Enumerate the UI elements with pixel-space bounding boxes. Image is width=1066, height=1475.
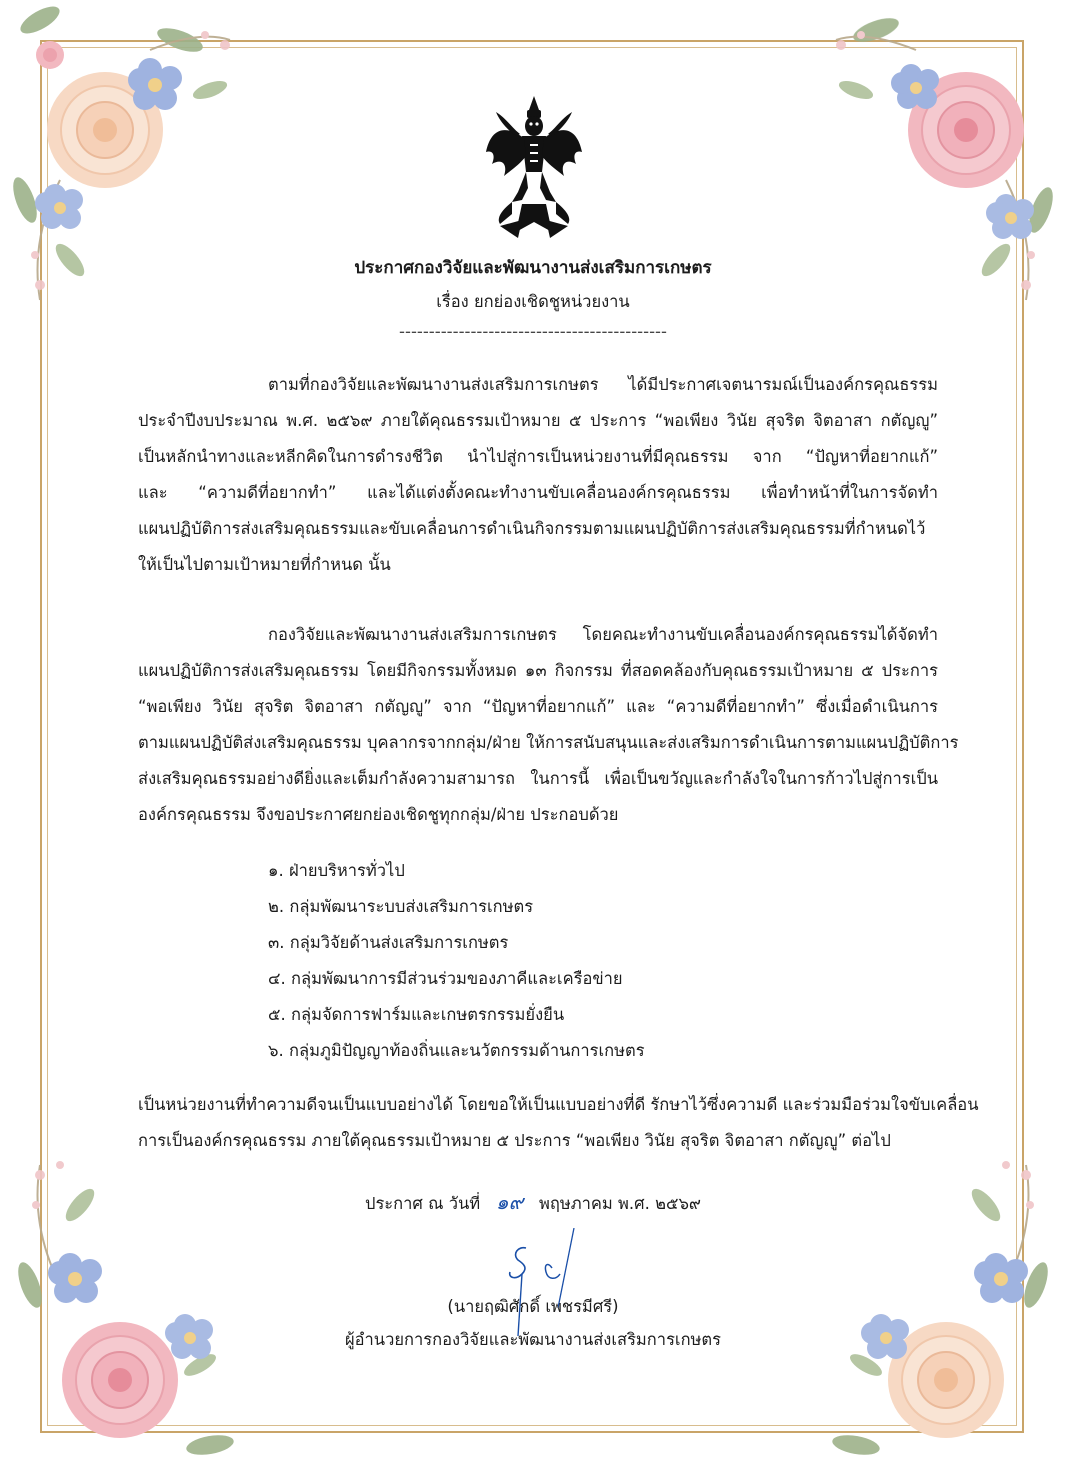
garuda-emblem-icon (482, 92, 586, 242)
list-item: ๒. กลุ่มพัฒนาระบบส่งเสริมการเกษตร (268, 897, 534, 916)
signer-position: ผู้อำนวยการกองวิจัยและพัฒนางานส่งเสริมการเกษตร (344, 1330, 722, 1349)
paragraph-line: การเป็นองค์กรคุณธรรม ภายใต้คุณธรรมเป้าหมาย ๕ ประการ “พอเพียง วินัย สุจริต จิตอาสา กตัญญู” ต่อไป (138, 1131, 891, 1150)
paragraph-line: เป็นหลักนำทางและหลีกคิดในการดำรงชีวิต นำไปสู่การเป็นหน่วยงานที่มีคุณธรรม จาก “ปัญหาที่อยากแก้” (138, 447, 938, 466)
list-item: ๕. กลุ่มจัดการฟาร์มและเกษตรกรรมยั่งยืน (268, 1005, 565, 1024)
announcement-subject: เรื่อง ยกย่องเชิดชูหน่วยงาน (436, 292, 630, 311)
list-item: ๓. กลุ่มวิจัยด้านส่งเสริมการเกษตร (268, 933, 509, 952)
paragraph-line: แผนปฏิบัติการส่งเสริมคุณธรรมและขับเคลื่อนการดำเนินกิจกรรมตามแผนปฏิบัติการส่งเสริมคุณธรรมที่กำหนดไว้ (138, 519, 926, 538)
floral-corner-icon (816, 0, 1066, 330)
date-suffix: พฤษภาคม พ.ศ. ๒๕๖๙ (538, 1194, 702, 1213)
paragraph-line: องค์กรคุณธรรม จึงขอประกาศยกย่องเชิดชูทุกกลุ่ม/ฝ่าย ประกอบด้วย (138, 805, 619, 824)
handwritten-signature (478, 1228, 598, 1338)
paragraph-line: และ “ความดีที่อยากทำ” และได้แต่งตั้งคณะทำงานขับเคลื่อนองค์กรคุณธรรม เพื่อทำหน้าที่ในการจัดทำ (138, 483, 938, 502)
header-divider: --------------------------------------------- (399, 322, 667, 341)
paragraph-line: ตามแผนปฏิบัติส่งเสริมคุณธรรม บุคลากรจากกลุ่ม/ฝ่าย ให้การสนับสนุนและส่งเสริมการดำเนินการตามแผนปฏิบัติการ (138, 733, 959, 752)
list-item: ๖. กลุ่มภูมิปัญญาท้องถิ่นและนวัตกรรมด้านการเกษตร (268, 1041, 645, 1060)
paragraph-line: “พอเพียง วินัย สุจริต จิตอาสา กตัญญู” จาก “ปัญหาที่อยากแก้” และ “ความดีที่อยากทำ” ซึ่งเมื่อดำเนินการ (138, 697, 938, 716)
paragraph-line: ส่งเสริมคุณธรรมอย่างดียิ่งและเต็มกำลังความสามารถ ในการนี้ เพื่อเป็นขวัญและกำลังใจในการก้าวไปสู่การเป็น (138, 769, 938, 788)
paragraph-line: เป็นหน่วยงานที่ทำความดีจนเป็นแบบอย่างได้ โดยขอให้เป็นแบบอย่างที่ดี รักษาไว้ซึ่งความดี และร่วมมือร่วมใจขับเคลื่อน (138, 1095, 979, 1114)
paragraph-line: ประจำปีงบประมาณ พ.ศ. ๒๕๖๙ ภายใต้คุณธรรมเป้าหมาย ๕ ประการ “พอเพียง วินัย สุจริต จิตอาสา กตัญญู” (138, 411, 938, 430)
date-prefix: ประกาศ ณ วันที่ (364, 1194, 481, 1213)
floral-corner-icon (0, 0, 250, 330)
paragraph-line: ให้เป็นไปตามเป้าหมายที่กำหนด นั้น (138, 555, 391, 574)
announcement-date (0, 1192, 1066, 1214)
list-item: ๔. กลุ่มพัฒนาการมีส่วนร่วมของภาคีและเครือข่าย (268, 969, 623, 988)
date-day: ๑๙ (495, 1190, 524, 1214)
paragraph-line: กองวิจัยและพัฒนางานส่งเสริมการเกษตร โดยคณะทำงานขับเคลื่อนองค์กรคุณธรรมได้จัดทำ (268, 625, 938, 644)
announcement-title: ประกาศกองวิจัยและพัฒนางานส่งเสริมการเกษตร (354, 258, 712, 278)
signer-name: (นายฤฒิศักดิ์ เพชรมีศรี) (447, 1297, 619, 1316)
paragraph-line: ตามที่กองวิจัยและพัฒนางานส่งเสริมการเกษตร ได้มีประกาศเจตนารมณ์เป็นองค์กรคุณธรรม (268, 375, 938, 394)
paragraph-line: แผนปฏิบัติการส่งเสริมคุณธรรม โดยมีกิจกรรมทั้งหมด ๑๓ กิจกรรม ที่สอดคล้องกับคุณธรรมเป้าหมาย ๕ ประการ (138, 661, 938, 680)
list-item: ๑. ฝ่ายบริหารทั่วไป (268, 861, 405, 880)
